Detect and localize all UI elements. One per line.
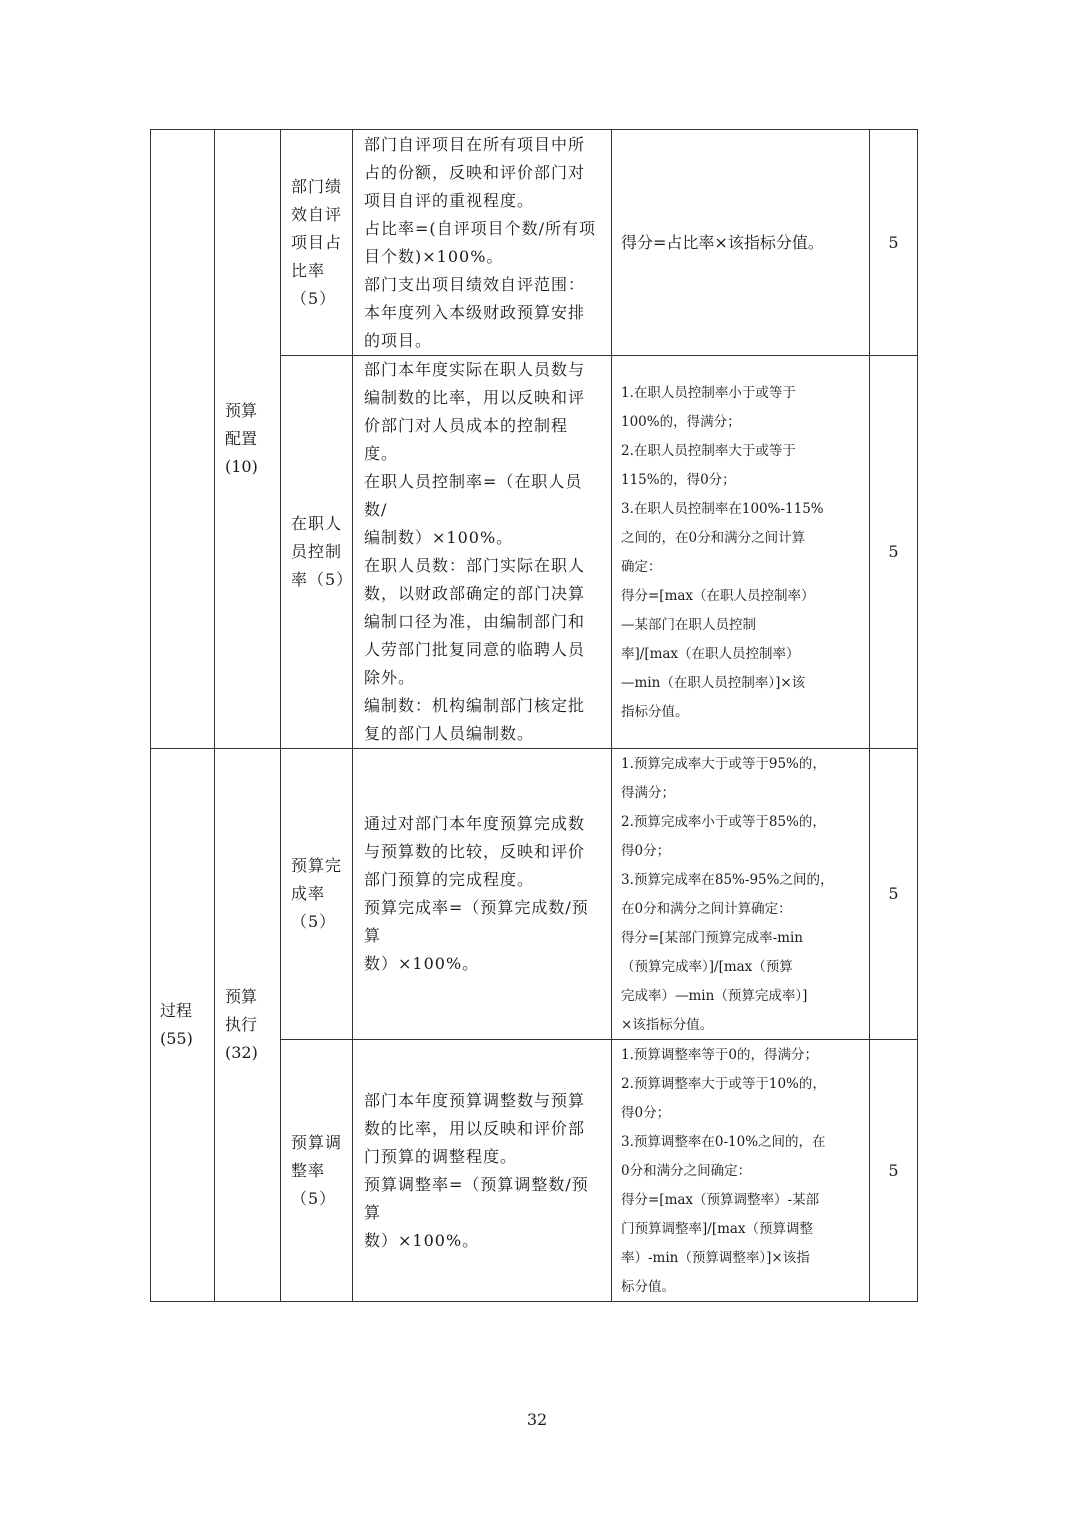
scoring-criteria: 得分=占比率×该指标分值。 — [621, 232, 824, 252]
scoring-criteria-cell — [612, 749, 870, 1040]
level1-cell-empty — [151, 130, 215, 749]
indicator-name-cell — [281, 1040, 353, 1302]
level2-cell-budget-execution — [215, 749, 281, 1302]
table-row — [151, 130, 918, 356]
page-number: 32 — [526, 1410, 548, 1429]
score-cell — [870, 130, 918, 356]
level1-cell-process — [151, 749, 215, 1302]
level2-label: 预算 执行 (32) — [225, 987, 258, 1062]
indicator-description: 部门自评项目在所有项目中所 占的份额，反映和评价部门对 项目自评的重视程度。 占比率=(自评项目个数/所有项 目个数)×100%。 部门支出项目绩效自评范围： 本年度列入本级财政预算安排 的项目。 — [364, 134, 597, 350]
indicator-table — [150, 129, 918, 1302]
indicator-name: 预算完 成率 （5） — [291, 856, 343, 931]
indicator-description: 通过对部门本年度预算完成数 与预算数的比较，反映和评价 部门预算的完成程度。 预算完成率=（预算完成数/预算 数）×100%。 — [364, 814, 589, 973]
indicator-name: 部门绩 效自评 项目占 比率 （5） — [291, 176, 343, 308]
level2-label: 预算 配置 (10) — [225, 401, 258, 476]
indicator-description-cell — [353, 749, 612, 1040]
score-value: 5 — [888, 542, 899, 561]
indicator-description: 部门本年度预算调整数与预算 数的比率，用以反映和评价部 门预算的调整程度。 预算调整率=（预算调整数/预算 数）×100%。 — [364, 1090, 589, 1250]
scoring-criteria-cell — [612, 1040, 870, 1302]
scoring-criteria: 1.预算完成率大于或等于95%的， 得满分； 2.预算完成率小于或等于85%的， 得0分； 3.预算完成率在85%-95%之间的， 在0分和满分之间计算确定： 得分=[某部门预算完成率-min （预算完成率）]/[max（预算 完成率）—min（预算完成率）] ×该指标分值。 — [621, 756, 834, 1033]
indicator-name-cell — [281, 130, 353, 356]
score-value: 5 — [888, 884, 899, 903]
scoring-criteria: 1.预算调整率等于0的，得满分； 2.预算调整率大于或等于10%的， 得0分； 3.预算调整率在0-10%之间的，在 0分和满分之间确定： 得分=[max（预算调整率）-某部 门预算调整率]/[max（预算调整 率）-min（预算调整率）]×该指 标分值。 — [621, 1047, 826, 1295]
indicator-name-cell — [281, 749, 353, 1040]
indicator-name: 在职人 员控制 率（5） — [291, 514, 354, 589]
score-cell — [870, 1040, 918, 1302]
score-value: 5 — [888, 232, 899, 252]
score-value: 5 — [888, 1160, 899, 1180]
indicator-description-cell — [353, 130, 612, 356]
table-row — [151, 749, 918, 1040]
indicator-description-cell — [353, 356, 612, 749]
scoring-criteria: 1.在职人员控制率小于或等于 100%的，得满分； 2.在职人员控制率大于或等于 115%的，得0分； 3.在职人员控制率在100%-115% 之间的，在0分和满分之间计算 确定： 得分=[max（在职人员控制率） —某部门在职人员控制 率]/[max（在职人员控制率） —min（在职人员控制率）]×该 指标分值。 — [621, 385, 824, 720]
indicator-description-cell — [353, 1040, 612, 1302]
indicator-name-cell — [281, 356, 353, 749]
scoring-criteria-cell — [612, 356, 870, 749]
level1-label: 过程 (55) — [160, 1001, 193, 1048]
scoring-criteria-cell — [612, 130, 870, 356]
score-cell — [870, 749, 918, 1040]
indicator-description: 部门本年度实际在职人员数与 编制数的比率，用以反映和评 价部门对人员成本的控制程 度。 在职人员控制率=（在职人员数/ 编制数）×100%。 在职人员数：部门实际在职人 数，以财政部确定的部门决算 编制口径为准，由编制部门和 人劳部门批复同意的临聘人员 除外。 编制数：机构编制部门核定批 复的部门人员编制数。 — [364, 360, 586, 743]
indicator-name: 预算调 整率 （5） — [291, 1132, 343, 1208]
level2-cell-budget-config — [215, 130, 281, 749]
score-cell — [870, 356, 918, 749]
